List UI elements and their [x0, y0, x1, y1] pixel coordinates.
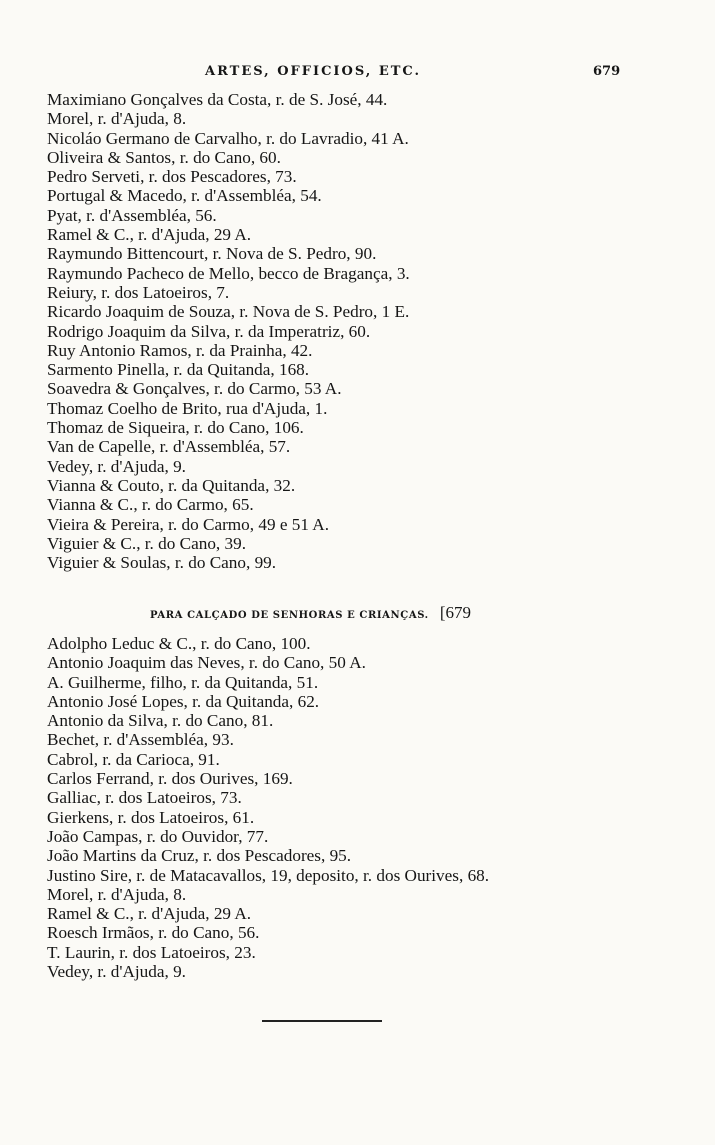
list-item: Adolpho Leduc & C., r. do Cano, 100.	[47, 634, 311, 653]
list-item: Morel, r. d'Ajuda, 8.	[47, 884, 187, 904]
list-item: Ramel & C., r. d'Ajuda, 29 A.	[47, 904, 252, 924]
list-item: Ricardo Joaquim de Souza, r. Nova de S. Pedro, 1 E.	[47, 302, 410, 322]
list-item: Maximiano Gonçalves da Costa, r. de S. José, 44.	[47, 90, 388, 109]
list-item: Raymundo Pacheco de Mello, becco de Bragança, 3.	[47, 263, 410, 283]
list-item: Galliac, r. dos Latoeiros, 73.	[47, 788, 242, 808]
list-item: Morel, r. d'Ajuda, 8.	[47, 109, 187, 129]
list-item: Antonio Joaquim das Neves, r. do Cano, 50 A.	[47, 653, 366, 673]
running-title: ARTES, OFFICIOS, ETC.	[205, 64, 422, 79]
list-item: Vedey, r. d'Ajuda, 9.	[47, 456, 186, 476]
list-item: Soavedra & Gonçalves, r. do Carmo, 53 A.	[47, 379, 342, 399]
list-item: Ramel & C., r. d'Ajuda, 29 A.	[47, 225, 252, 245]
list-item: Viguier & C., r. do Cano, 39.	[47, 533, 246, 553]
list-item: Oliveira & Santos, r. do Cano, 60.	[47, 147, 281, 167]
list-item: Cabrol, r. da Carioca, 91.	[47, 749, 220, 769]
page-number: 679	[593, 64, 621, 79]
entry-list-artes-officios	[47, 90, 410, 572]
list-item: Roesch Irmãos, r. do Cano, 56.	[47, 923, 260, 943]
list-item: Justino Sire, r. de Matacavallos, 19, deposito, r. dos Ourives, 68.	[47, 865, 490, 885]
list-item: Ruy Antonio Ramos, r. da Prainha, 42.	[47, 340, 313, 360]
list-item: Antonio José Lopes, r. da Quitanda, 62.	[47, 691, 320, 711]
list-item: Portugal & Macedo, r. d'Assembléa, 54.	[47, 186, 322, 206]
running-head	[0, 64, 715, 84]
list-item: Raymundo Bittencourt, r. Nova de S. Pedro, 90.	[47, 244, 377, 264]
list-item: Pyat, r. d'Assembléa, 56.	[47, 205, 217, 225]
list-item: Thomaz Coelho de Brito, rua d'Ajuda, 1.	[47, 398, 328, 418]
section-heading	[150, 603, 471, 623]
list-item: João Martins da Cruz, r. dos Pescadores, 95.	[47, 846, 352, 866]
list-item: Vedey, r. d'Ajuda, 9.	[47, 962, 186, 982]
list-item: Vianna & Couto, r. da Quitanda, 32.	[47, 475, 296, 495]
list-item: Carlos Ferrand, r. dos Ourives, 169.	[47, 769, 293, 789]
list-item: Thomaz de Siqueira, r. do Cano, 106.	[47, 418, 304, 438]
section-page-reference: [679	[439, 603, 472, 622]
entry-list-calcado	[47, 634, 489, 981]
list-item: Rodrigo Joaquim da Silva, r. da Imperatriz, 60.	[47, 321, 371, 341]
list-item: Sarmento Pinella, r. da Quitanda, 168.	[47, 360, 310, 380]
list-item: Gierkens, r. dos Latoeiros, 61.	[47, 807, 255, 827]
list-item: João Campas, r. do Ouvidor, 77.	[47, 826, 269, 846]
list-item: Vieira & Pereira, r. do Carmo, 49 e 51 A.	[47, 514, 330, 534]
list-item: Vianna & C., r. do Carmo, 65.	[47, 495, 254, 515]
list-item: Viguier & Soulas, r. do Cano, 99.	[47, 553, 277, 573]
section-title: PARA CALÇADO DE SENHORAS E CRIANÇAS.	[150, 610, 429, 621]
list-item: Bechet, r. d'Assembléa, 93.	[47, 730, 234, 750]
list-item: Pedro Serveti, r. dos Pescadores, 73.	[47, 167, 297, 187]
list-item: Nicoláo Germano de Carvalho, r. do Lavradio, 41 A.	[47, 128, 409, 148]
list-item: Reiury, r. dos Latoeiros, 7.	[47, 282, 230, 302]
end-rule-divider	[262, 1020, 382, 1022]
list-item: A. Guilherme, filho, r. da Quitanda, 51.	[47, 672, 319, 692]
list-item: Antonio da Silva, r. do Cano, 81.	[47, 711, 274, 731]
list-item: Van de Capelle, r. d'Assembléa, 57.	[47, 437, 291, 457]
list-item: T. Laurin, r. dos Latoeiros, 23.	[47, 942, 256, 962]
